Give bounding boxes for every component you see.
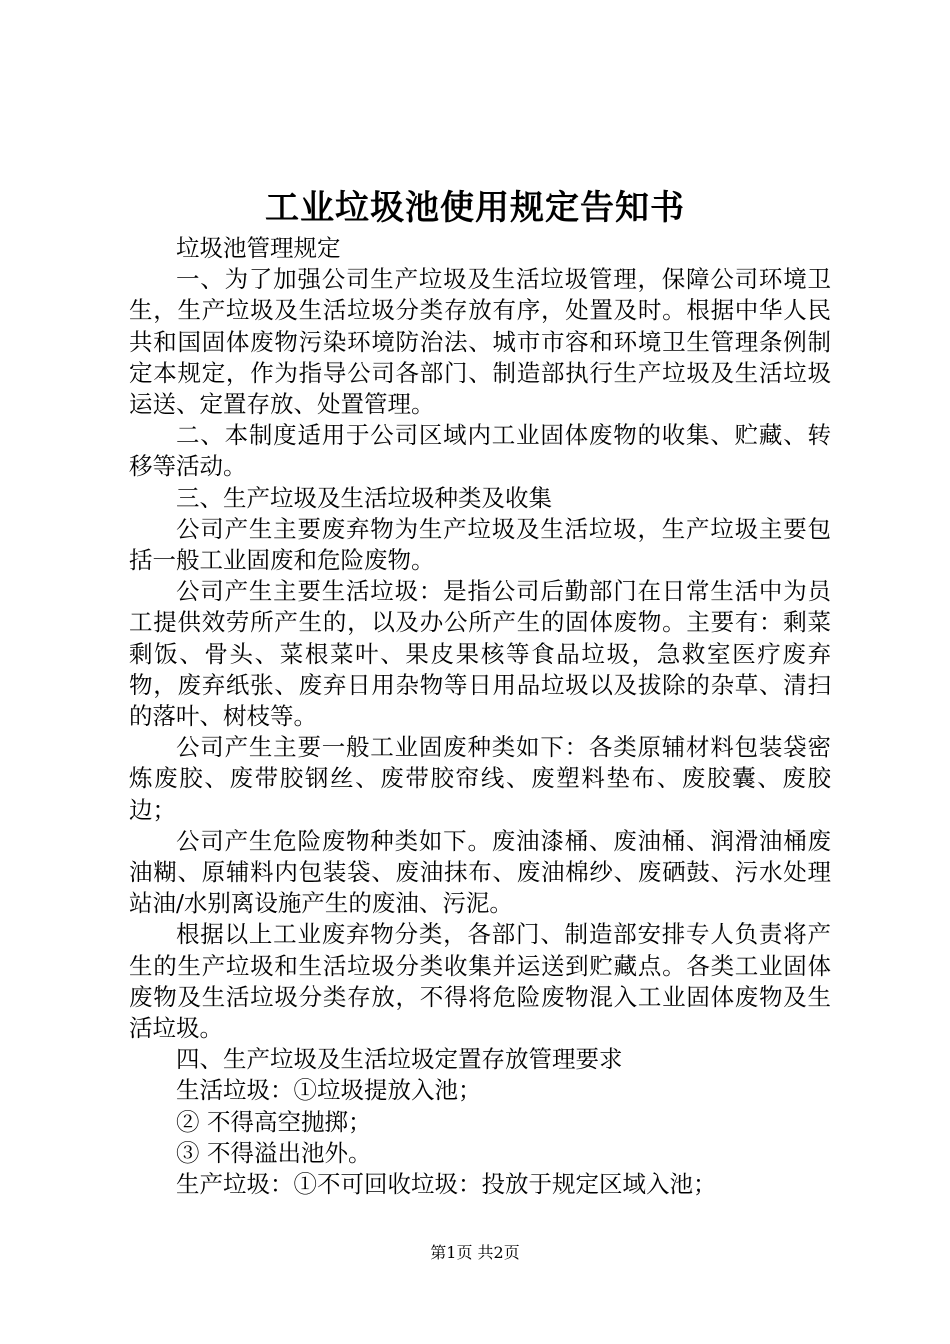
paragraph-heading: 垃圾池管理规定 — [176, 234, 341, 262]
page-footer: 第1页 共2页 — [430, 1243, 520, 1262]
paragraph: 公司产生主要一般工业固废种类如下：各类原辅材料包装袋密炼废胶、废带胶钢丝、废带胶帘线、废塑料垫布、废胶囊、废胶边； — [129, 733, 831, 824]
paragraph: 四、生产垃圾及生活垃圾定置存放管理要求 — [176, 1045, 623, 1074]
paragraph: ② 不得高空抛掷； — [176, 1107, 372, 1136]
paragraph: 公司产生危险废物种类如下。废油漆桶、废油桶、润滑油桶废油糊、原辅料内包装袋、废油抹布、废油棉纱、废硒鼓、污水处理站油/水别离设施产生的废油、污泥。 — [129, 826, 831, 918]
paragraph: 二、本制度适用于公司区域内工业固体废物的收集、贮藏、转移等活动。 — [129, 421, 831, 481]
document-body — [129, 233, 831, 1200]
paragraph: 生活垃圾：①垃圾提放入池； — [176, 1076, 482, 1105]
paragraph: 一、为了加强公司生产垃圾及生活垃圾管理，保障公司环境卫生，生产垃圾及生活垃圾分类存放有序，处置及时。根据中华人民共和国固体废物污染环境防治法、城市市容和环境卫生管理条例制定本规定，作为指导公司各部门、制造部执行生产垃圾及生活垃圾运送、定置存放、处置管理。 — [129, 265, 831, 419]
paragraph: 根据以上工业废弃物分类，各部门、制造部安排专人负责将产生的生产垃圾和生活垃圾分类收集并运送到贮藏点。各类工业固体废物及生活垃圾分类存放，不得将危险废物混入工业固体废物及生活垃圾。 — [129, 920, 831, 1043]
document-title: 工业垃圾池使用规定告知书 — [265, 188, 685, 228]
paragraph: 公司产生主要废弃物为生产垃圾及生活垃圾，生产垃圾主要包括一般工业固废和危险废物。 — [129, 514, 831, 575]
paragraph: 生产垃圾：①不可回收垃圾：投放于规定区域入池； — [176, 1170, 717, 1199]
paragraph: 公司产生主要生活垃圾：是指公司后勤部门在日常生活中为员工提供效劳所产生的，以及办公所产生的固体废物。主要有：剩菜剩饭、骨头、菜根菜叶、果皮果核等食品垃圾，急救室医疗废弃物，废弃纸张、废弃日用杂物等日用品垃圾以及拔除的杂草、清扫的落叶、树枝等。 — [129, 577, 831, 731]
paragraph: 三、生产垃圾及生活垃圾种类及收集 — [176, 483, 552, 512]
paragraph: ③ 不得溢出池外。 — [176, 1138, 372, 1167]
